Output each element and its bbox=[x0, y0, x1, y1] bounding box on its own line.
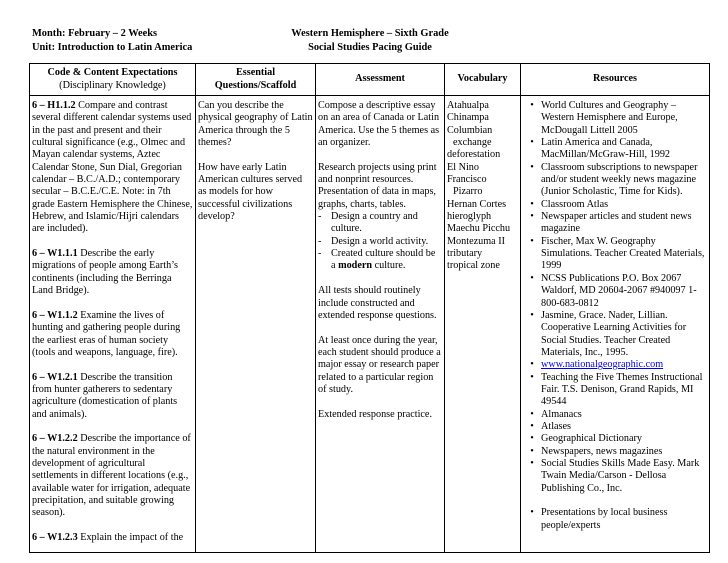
expectation-item bbox=[32, 310, 193, 359]
bullet-icon: • bbox=[530, 359, 534, 371]
vocabulary-term: hieroglyph bbox=[447, 211, 492, 223]
document-header-center bbox=[270, 27, 470, 55]
expectation-item bbox=[32, 433, 193, 519]
list-item: • Classroom subscriptions to newspaper and/or student weekly news magazine (Junior Scholastic, Time for Kids). bbox=[523, 162, 707, 199]
assessment-paragraph: Compose a descriptive essay on an area of Canada or Latin America. Use the 5 themes as an organizer. bbox=[318, 100, 440, 149]
vocabulary-term: Maechu Picchu bbox=[447, 223, 511, 235]
bullet-icon: • bbox=[530, 445, 534, 457]
vocabulary-term: deforestation bbox=[447, 149, 501, 161]
essential-header-line2: Questions/Scaffold bbox=[214, 79, 297, 91]
expectation-item bbox=[32, 372, 193, 421]
assessment-dash-item: - Design a world activity. bbox=[318, 235, 429, 247]
expectation-item bbox=[32, 532, 193, 544]
assessment-header: Assessment bbox=[316, 64, 445, 96]
assessment-paragraph: At least once during the year, each student should produce a major essay or research paper related to a particular region of study. bbox=[318, 334, 441, 395]
expectation-code: 6 – H1.1.2 bbox=[32, 100, 76, 111]
expectation-code: 6 – W1.1.1 bbox=[32, 248, 78, 260]
expectation-code: 6 – W1.1.2 bbox=[32, 309, 78, 321]
bullet-icon: • bbox=[530, 137, 534, 149]
table-row bbox=[30, 96, 710, 553]
assessment-dash-text: Created culture should be a modern culture. bbox=[331, 248, 436, 272]
expectation-code: 6 – W1.2.3 bbox=[32, 532, 78, 544]
essential-questions-header bbox=[196, 64, 316, 96]
national-geographic-link[interactable]: www.nationalgeographic.com bbox=[541, 359, 664, 371]
document-header-left bbox=[32, 27, 192, 55]
assessment-cell bbox=[316, 96, 445, 553]
bullet-icon: • bbox=[530, 433, 534, 445]
resources-list bbox=[523, 100, 707, 532]
bullet-icon: • bbox=[530, 272, 534, 284]
assessment-research-text: Research projects using print and nonprint resources. Presentation of data in maps, graphs, charts, tables. bbox=[318, 161, 437, 210]
essential-questions-cell bbox=[196, 96, 316, 553]
expectation-item bbox=[32, 248, 193, 297]
expectation-code: 6 – W1.2.1 bbox=[32, 371, 78, 383]
list-item: • Newspaper articles and student news magazine bbox=[523, 211, 707, 236]
vocabulary-header: Vocabulary bbox=[445, 64, 521, 96]
list-item: • Fischer, Max W. Geography Simulations. Teacher Created Materials, 1999 bbox=[523, 236, 707, 273]
bullet-icon: • bbox=[530, 100, 534, 111]
expectations-cell bbox=[30, 96, 196, 553]
expectation-item bbox=[32, 100, 193, 236]
bullet-icon: • bbox=[530, 420, 534, 432]
assessment-paragraph: All tests should routinely include constructed and extended response questions. bbox=[318, 285, 437, 321]
expectation-text: Describe the importance of the natural environment in the development of agricultural settlements in different locations (e.g., available water for irrigation, adequate precipitation, and suitable growing season). bbox=[32, 433, 191, 519]
bullet-icon: • bbox=[530, 408, 534, 420]
bullet-icon: • bbox=[530, 309, 534, 321]
list-item: • Geographical Dictionary bbox=[523, 433, 707, 445]
list-item: • Presentations by local business people/experts bbox=[523, 507, 707, 532]
vocabulary-term: El Nino bbox=[447, 161, 479, 173]
list-item: • Jasmine, Grace. Nader, Lillian. Cooperative Learning Activities for Social Studies. Teacher Created Materials, Inc., 1995. bbox=[523, 310, 707, 359]
bullet-icon: • bbox=[530, 457, 534, 469]
code-header-line1: Code & Content Expectations bbox=[47, 67, 178, 79]
bullet-icon: • bbox=[530, 371, 534, 383]
unit-label: Unit: Introduction to Latin America bbox=[32, 42, 193, 53]
vocabulary-term: Atahualpa bbox=[447, 100, 489, 111]
vocabulary-term: Montezuma II bbox=[447, 235, 505, 247]
list-item bbox=[523, 359, 707, 371]
assessment-paragraph: Extended response practice. bbox=[318, 408, 432, 420]
assessment-dash-text: Design a country and culture. bbox=[331, 211, 418, 235]
list-item: • Classroom Atlas bbox=[523, 199, 707, 211]
expectation-text: Describe the early migrations of people among Earth’s continents (including the Berringa Land Bridge). bbox=[32, 248, 178, 297]
vocabulary-term: Chinampa bbox=[447, 112, 489, 124]
bullet-icon: • bbox=[530, 235, 534, 247]
assessment-dash-item: - Design a country and culture. bbox=[318, 211, 442, 236]
list-item: • Social Studies Skills Made Easy. Mark Twain Media/Carson - Dellosa Publishing Co., Inc. bbox=[523, 458, 707, 495]
pacing-guide-table bbox=[29, 63, 710, 553]
code-expectations-header bbox=[30, 64, 196, 96]
bullet-icon: • bbox=[530, 198, 534, 210]
vocabulary-term: Hernan Cortes bbox=[447, 198, 507, 210]
bullet-icon: • bbox=[530, 507, 534, 519]
list-item: • Latin America and Canada, MacMillan/McGraw-Hill, 1992 bbox=[523, 137, 707, 162]
essential-question: How have early Latin American cultures served as models for how successful civilizations develop? bbox=[198, 161, 303, 223]
vocabulary-term: Francisco bbox=[447, 174, 487, 186]
expectation-text: Examine the lives of hunting and gathering people during the earliest eras of human society (tools and weapons, language, fire). bbox=[32, 309, 181, 358]
vocabulary-term: exchange bbox=[453, 137, 492, 149]
expectation-text: Explain the impact of the bbox=[77, 532, 184, 544]
resources-cell bbox=[521, 96, 710, 553]
list-item: • Newspapers, news magazines bbox=[523, 446, 707, 458]
essential-header-line1: Essential bbox=[235, 67, 276, 79]
list-item: • Teaching the Five Themes Instructional Fair. T.S. Denison, Grand Rapids, MI 49544 bbox=[523, 372, 707, 409]
bullet-icon: • bbox=[530, 161, 534, 173]
expectation-text: Compare and contrast several different calendar systems used in the past and present and their cultural significance (e.g., Olmec and Mayan calendar systems, Aztec Calendar Stone, Sun Dial, Gregorian calendar – B.C./A.D.; contemporary secular – B.C.E./C.E. Note: in 7th grade Eastern Hemisphere the Chinese, Hebrew, and Islamic/Hijri calendars are included). bbox=[32, 100, 193, 235]
modern-emphasis: modern bbox=[338, 260, 373, 272]
month-label: Month: February – 2 Weeks bbox=[32, 28, 158, 39]
vocabulary-term: tropical zone bbox=[447, 260, 500, 272]
expectation-code: 6 – W1.2.2 bbox=[32, 433, 78, 445]
assessment-dash-item: - Created culture should be a modern culture. bbox=[318, 248, 442, 273]
list-item: • World Cultures and Geography – Western Hemisphere and Europe, McDougall Littell 2005 bbox=[523, 100, 707, 137]
assessment-paragraph bbox=[318, 162, 442, 273]
resources-header: Resources bbox=[521, 64, 710, 96]
list-item: • NCSS Publications P.O. Box 2067 Waldorf, MD 20604-2067 #940097 1-800-683-0812 bbox=[523, 273, 707, 310]
vocabulary-term: tributary bbox=[447, 248, 483, 260]
list-item: • Almanacs bbox=[523, 409, 707, 421]
vocabulary-cell bbox=[445, 96, 521, 553]
assessment-dash-text: Design a world activity. bbox=[331, 235, 429, 247]
code-header-line2: (Disciplinary Knowledge) bbox=[59, 79, 166, 91]
essential-question: Can you describe the physical geography of Latin America through the 5 themes? bbox=[198, 100, 313, 149]
vocabulary-term: Pizarro bbox=[453, 186, 483, 198]
list-item: • Atlases bbox=[523, 421, 707, 433]
course-title: Western Hemisphere – Sixth Grade bbox=[291, 28, 449, 39]
bullet-icon: • bbox=[530, 211, 534, 223]
guide-title: Social Studies Pacing Guide bbox=[308, 42, 432, 53]
expectation-text: Describe the transition from hunter gatherers to sedentary agriculture (domestication of plants and animals). bbox=[32, 371, 178, 420]
table-header-row bbox=[30, 64, 710, 96]
vocabulary-term: Columbian bbox=[447, 124, 493, 136]
